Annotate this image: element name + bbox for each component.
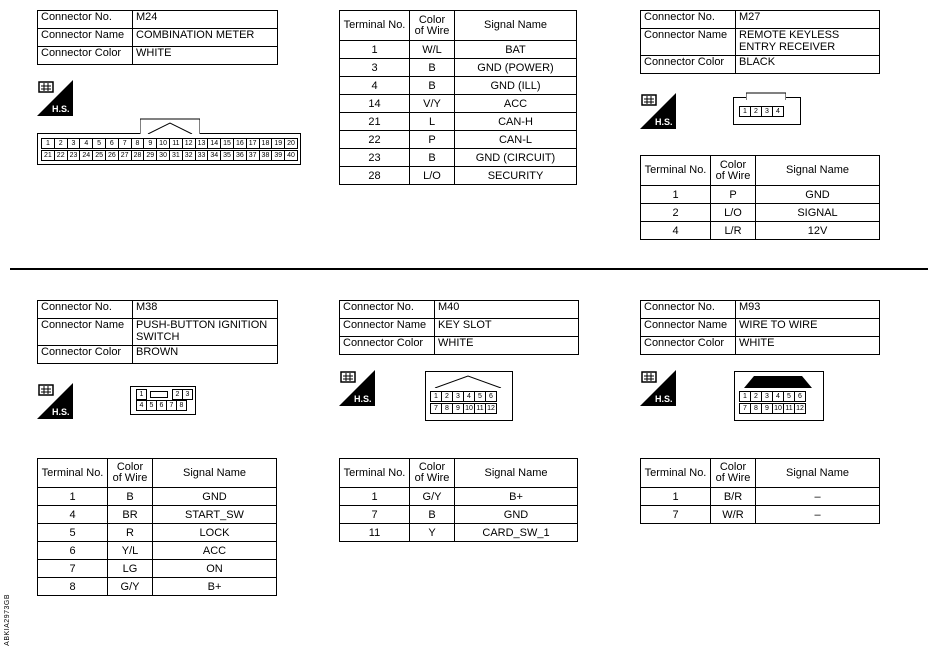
terminal-no-cell: 1 <box>340 488 410 506</box>
connector-pin: 12 <box>794 403 806 414</box>
connector-pin: 10 <box>463 403 475 414</box>
label: Connector No. <box>641 11 736 29</box>
connector-pin: 18 <box>259 138 273 149</box>
connector-pin: 15 <box>220 138 234 149</box>
terminal-rows <box>340 488 578 542</box>
connector-pin: 28 <box>131 150 145 161</box>
table-row <box>340 524 578 542</box>
wire-color-cell: W/R <box>711 506 756 524</box>
connector-pin: 4 <box>79 138 93 149</box>
terminal-no-cell: 22 <box>340 131 410 149</box>
connector-pin: 36 <box>233 150 247 161</box>
pin-row-bottom-m93 <box>739 403 805 414</box>
harness-side-icon <box>640 93 676 129</box>
wire-color-cell: V/Y <box>410 95 455 113</box>
connector-pin: 8 <box>441 403 453 414</box>
table-row <box>340 113 577 131</box>
value: M40 <box>435 301 579 319</box>
terminal-no-cell: 3 <box>340 59 410 77</box>
connector-pin: 3 <box>761 391 773 402</box>
value: WIRE TO WIRE <box>736 319 880 337</box>
connector-pin: 35 <box>220 150 234 161</box>
label: Connector Color <box>340 337 435 355</box>
value: M38 <box>133 301 278 319</box>
table-row <box>340 95 577 113</box>
header-terminal-no: Terminal No. <box>641 459 711 488</box>
pin-row-top-m40 <box>430 391 496 402</box>
section-divider <box>10 268 928 270</box>
connector-pin: 8 <box>176 400 187 411</box>
label: Connector Color <box>38 346 133 364</box>
connector-pin: 4 <box>772 106 784 117</box>
wire-color-cell: B <box>108 488 153 506</box>
connector-pin: 21 <box>41 150 55 161</box>
label: Connector Color <box>641 337 736 355</box>
connector-pin: 29 <box>143 150 157 161</box>
terminal-no-cell: 14 <box>340 95 410 113</box>
signal-name-cell: GND (CIRCUIT) <box>455 149 577 167</box>
label: Connector Name <box>38 29 133 47</box>
table-row <box>340 59 577 77</box>
terminal-table-m24 <box>339 10 577 185</box>
connector-pin: 30 <box>156 150 170 161</box>
header-color-of-wire: Color of Wire <box>711 156 756 186</box>
connector-pin: 2 <box>750 106 762 117</box>
header-signal-name: Signal Name <box>756 459 880 488</box>
connector-pin: 4 <box>136 400 147 411</box>
wire-color-cell: B <box>410 77 455 95</box>
table-row <box>641 222 880 240</box>
signal-name-cell: GND (ILL) <box>455 77 577 95</box>
connector-pin: 25 <box>92 150 106 161</box>
hs-label: H.S. <box>52 104 70 114</box>
terminal-table-m27 <box>640 155 880 240</box>
wire-color-cell: L <box>410 113 455 131</box>
header-signal-name: Signal Name <box>455 459 578 488</box>
wire-color-cell: P <box>410 131 455 149</box>
connector-pin: 10 <box>156 138 170 149</box>
terminal-no-cell: 7 <box>641 506 711 524</box>
figure-code: ABKIA2973GB <box>4 594 11 646</box>
hs-label: H.S. <box>655 394 673 404</box>
value: COMBINATION METER <box>133 29 278 47</box>
pin-row-bottom-m38 <box>136 400 186 411</box>
terminal-no-cell: 6 <box>38 542 108 560</box>
terminal-no-cell: 1 <box>641 186 711 204</box>
connector-pin: 34 <box>207 150 221 161</box>
value: M24 <box>133 11 278 29</box>
header-color-of-wire: Color of Wire <box>711 459 756 488</box>
connector-pin: 13 <box>195 138 209 149</box>
value: BROWN <box>133 346 278 364</box>
signal-name-cell: – <box>756 488 880 506</box>
terminal-no-cell: 1 <box>38 488 108 506</box>
connector-lock-m40 <box>425 372 511 388</box>
terminal-no-cell: 23 <box>340 149 410 167</box>
connector-pin: 1 <box>739 391 751 402</box>
connector-info-m38 <box>37 300 278 364</box>
wire-color-cell: B <box>410 506 455 524</box>
connector-pin: 23 <box>67 150 81 161</box>
signal-name-cell: LOCK <box>153 524 277 542</box>
connector-pin: 8 <box>750 403 762 414</box>
signal-name-cell: GND <box>455 506 578 524</box>
connector-pin: 9 <box>761 403 773 414</box>
connector-pin: 38 <box>259 150 273 161</box>
terminal-no-cell: 11 <box>340 524 410 542</box>
connector-pin: 2 <box>54 138 68 149</box>
value: PUSH-BUTTON IGNITION SWITCH <box>133 319 278 346</box>
connector-pin: 37 <box>246 150 260 161</box>
terminal-no-cell: 5 <box>38 524 108 542</box>
header-signal-name: Signal Name <box>756 156 880 186</box>
connector-pin: 6 <box>156 400 167 411</box>
wire-color-cell: B <box>410 59 455 77</box>
wire-color-cell: R <box>108 524 153 542</box>
terminal-rows <box>38 488 277 596</box>
connector-pin: 11 <box>474 403 486 414</box>
table-row <box>340 167 577 185</box>
value: WHITE <box>736 337 880 355</box>
label: Connector Color <box>38 47 133 65</box>
pin-row-top-m93 <box>739 391 805 402</box>
connector-pin: 4 <box>463 391 475 402</box>
signal-name-cell: SIGNAL <box>756 204 880 222</box>
wire-color-cell: LG <box>108 560 153 578</box>
table-row <box>340 488 578 506</box>
connector-pin: 32 <box>182 150 196 161</box>
signal-name-cell: ACC <box>153 542 277 560</box>
connector-pin: 33 <box>195 150 209 161</box>
signal-name-cell: CAN-L <box>455 131 577 149</box>
connector-pin: 3 <box>182 389 193 400</box>
wire-color-cell: P <box>711 186 756 204</box>
header-terminal-no: Terminal No. <box>38 459 108 488</box>
value: WHITE <box>435 337 579 355</box>
connector-pin: 27 <box>118 150 132 161</box>
connector-info-m27 <box>640 10 880 74</box>
terminal-no-cell: 4 <box>340 77 410 95</box>
signal-name-cell: B+ <box>153 578 277 596</box>
signal-name-cell: GND <box>756 186 880 204</box>
wire-color-cell: Y/L <box>108 542 153 560</box>
signal-name-cell: CARD_SW_1 <box>455 524 578 542</box>
table-row <box>340 131 577 149</box>
connector-info-m40 <box>339 300 579 355</box>
table-row <box>641 506 880 524</box>
connector-pin: 7 <box>739 403 751 414</box>
terminal-no-cell: 2 <box>641 204 711 222</box>
table-row <box>340 149 577 167</box>
hs-label: H.S. <box>354 394 372 404</box>
wire-color-cell: W/L <box>410 41 455 59</box>
connector-pin: 1 <box>430 391 442 402</box>
connector-pin: 1 <box>41 138 55 149</box>
label: Connector No. <box>38 301 133 319</box>
wire-color-cell: L/O <box>410 167 455 185</box>
connector-pin: 26 <box>105 150 119 161</box>
pin-row-bottom-m24 <box>41 150 297 161</box>
wire-color-cell: B <box>410 149 455 167</box>
connector-pin: 19 <box>271 138 285 149</box>
signal-name-cell: CAN-H <box>455 113 577 131</box>
terminal-no-cell: 7 <box>340 506 410 524</box>
wire-color-cell: Y <box>410 524 455 542</box>
connector-pin: 5 <box>146 400 157 411</box>
value: REMOTE KEYLESS ENTRY RECEIVER <box>736 29 880 56</box>
signal-name-cell: ON <box>153 560 277 578</box>
value: KEY SLOT <box>435 319 579 337</box>
connector-pin: 11 <box>783 403 795 414</box>
table-row <box>38 524 277 542</box>
connector-pin: 5 <box>92 138 106 149</box>
terminal-no-cell: 4 <box>38 506 108 524</box>
signal-name-cell: – <box>756 506 880 524</box>
label: Connector Name <box>340 319 435 337</box>
label: Connector Name <box>641 29 736 56</box>
harness-side-icon <box>37 80 73 116</box>
terminal-no-cell: 28 <box>340 167 410 185</box>
wire-color-cell: L/O <box>711 204 756 222</box>
label: Connector No. <box>641 301 736 319</box>
harness-side-icon <box>339 370 375 406</box>
table-row <box>38 578 277 596</box>
harness-side-icon <box>640 370 676 406</box>
connector-key-slot <box>150 391 168 398</box>
connector-pin: 6 <box>485 391 497 402</box>
connector-pin: 9 <box>143 138 157 149</box>
hs-label: H.S. <box>52 407 70 417</box>
connector-pin: 12 <box>485 403 497 414</box>
connector-pin: 7 <box>430 403 442 414</box>
terminal-table-m38 <box>37 458 277 596</box>
table-row <box>340 77 577 95</box>
terminal-no-cell: 21 <box>340 113 410 131</box>
connector-pin: 2 <box>750 391 762 402</box>
connector-pin: 7 <box>166 400 177 411</box>
value: WHITE <box>133 47 278 65</box>
header-terminal-no: Terminal No. <box>340 459 410 488</box>
connector-pin: 9 <box>452 403 464 414</box>
connector-pin: 17 <box>246 138 260 149</box>
connector-pin: 20 <box>284 138 298 149</box>
connector-pin: 31 <box>169 150 183 161</box>
pin-row-top-m24 <box>41 138 297 149</box>
label: Connector Color <box>641 56 736 74</box>
header-signal-name: Signal Name <box>455 11 577 41</box>
connector-pin: 11 <box>169 138 183 149</box>
value: BLACK <box>736 56 880 74</box>
pin-row-bottom-m40 <box>430 403 496 414</box>
terminal-rows <box>641 488 880 524</box>
pin-row-top-m38 <box>136 389 192 400</box>
connector-pin: 4 <box>772 391 784 402</box>
connector-pin: 12 <box>182 138 196 149</box>
signal-name-cell: ACC <box>455 95 577 113</box>
connector-pin: 22 <box>54 150 68 161</box>
connector-pin: 3 <box>761 106 773 117</box>
connector-lock-m27 <box>746 92 786 100</box>
signal-name-cell: BAT <box>455 41 577 59</box>
connector-pin: 6 <box>794 391 806 402</box>
connector-pin: 14 <box>207 138 221 149</box>
terminal-no-cell: 4 <box>641 222 711 240</box>
wire-color-cell: B/R <box>711 488 756 506</box>
connector-pin: 1 <box>136 389 147 400</box>
hs-label: H.S. <box>655 117 673 127</box>
header-color-of-wire: Color of Wire <box>410 11 455 41</box>
header-terminal-no: Terminal No. <box>340 11 410 41</box>
wire-color-cell: L/R <box>711 222 756 240</box>
connector-info-m93 <box>640 300 880 355</box>
connector-pin: 5 <box>783 391 795 402</box>
signal-name-cell: GND (POWER) <box>455 59 577 77</box>
wire-color-cell: BR <box>108 506 153 524</box>
signal-name-cell: GND <box>153 488 277 506</box>
connector-pin: 24 <box>79 150 93 161</box>
terminal-no-cell: 8 <box>38 578 108 596</box>
signal-name-cell: 12V <box>756 222 880 240</box>
terminal-table-m40 <box>339 458 578 542</box>
connector-pin: 6 <box>105 138 119 149</box>
connector-pin: 5 <box>474 391 486 402</box>
pin-row-m27 <box>739 106 783 117</box>
connector-pin: 2 <box>441 391 453 402</box>
table-row <box>641 186 880 204</box>
terminal-rows <box>340 41 577 185</box>
value: M93 <box>736 301 880 319</box>
signal-name-cell: B+ <box>455 488 578 506</box>
header-signal-name: Signal Name <box>153 459 277 488</box>
connector-pin: 3 <box>67 138 81 149</box>
wire-color-cell: G/Y <box>410 488 455 506</box>
harness-side-icon <box>37 383 73 419</box>
label: Connector No. <box>38 11 133 29</box>
signal-name-cell: START_SW <box>153 506 277 524</box>
header-color-of-wire: Color of Wire <box>108 459 153 488</box>
label: Connector Name <box>641 319 736 337</box>
connector-pin: 7 <box>118 138 132 149</box>
connector-pin: 16 <box>233 138 247 149</box>
wire-color-cell: G/Y <box>108 578 153 596</box>
table-row <box>38 506 277 524</box>
connector-pin: 40 <box>284 150 298 161</box>
connector-pin: 39 <box>271 150 285 161</box>
table-row <box>340 506 578 524</box>
connector-lock-m93 <box>734 372 822 388</box>
table-row <box>641 488 880 506</box>
terminal-rows <box>641 186 880 240</box>
terminal-table-m93 <box>640 458 880 524</box>
connector-lock-m24 <box>140 118 200 134</box>
connector-pin: 2 <box>172 389 183 400</box>
value: M27 <box>736 11 880 29</box>
connector-pin: 10 <box>772 403 784 414</box>
connector-pin: 3 <box>452 391 464 402</box>
connector-pin: 1 <box>739 106 751 117</box>
label: Connector Name <box>38 319 133 346</box>
signal-name-cell: SECURITY <box>455 167 577 185</box>
table-row <box>38 488 277 506</box>
terminal-no-cell: 1 <box>340 41 410 59</box>
table-row <box>38 542 277 560</box>
header-terminal-no: Terminal No. <box>641 156 711 186</box>
label: Connector No. <box>340 301 435 319</box>
terminal-no-cell: 7 <box>38 560 108 578</box>
connector-pin: 8 <box>131 138 145 149</box>
table-row <box>641 204 880 222</box>
terminal-no-cell: 1 <box>641 488 711 506</box>
connector-info-m24 <box>37 10 278 65</box>
header-color-of-wire: Color of Wire <box>410 459 455 488</box>
table-row <box>38 560 277 578</box>
table-row <box>340 41 577 59</box>
